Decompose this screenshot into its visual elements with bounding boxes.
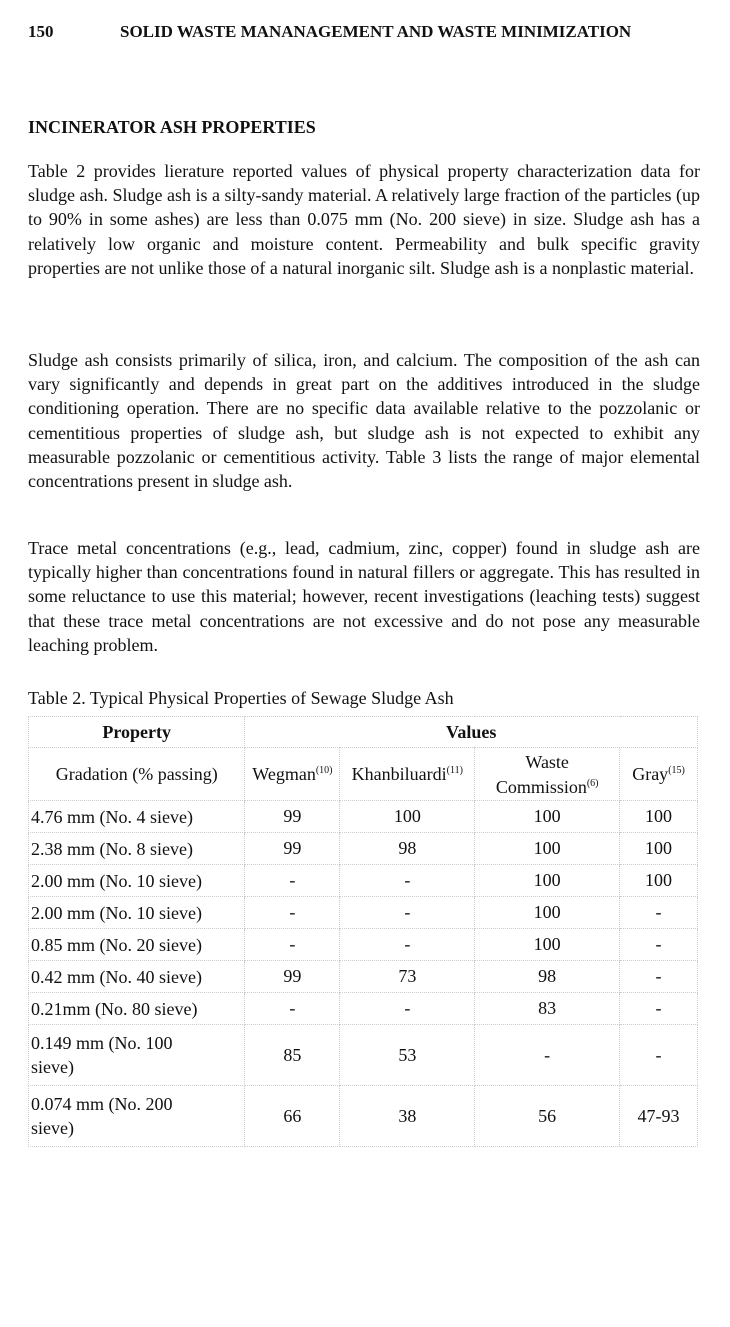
cell-value: 83 [475, 993, 620, 1025]
paragraph-1: Table 2 provides lierature reported values of physical property characterization data for sludge ash. Sludge ash is a silty-sandy material. A relatively large fraction of the particles (up to 90% in some ashes) are less than 0.075 mm (No. 200 sieve) in size. Sludge ash has a relatively low organic and moisture content. Permeability and bulk specific gravity properties are not unlike those of a natural inorganic silt. Sludge ash is a nonplastic material. [28, 161, 700, 278]
cell-value: 100 [620, 801, 698, 833]
cell-value: 73 [340, 961, 475, 993]
page-number: 150 [28, 22, 54, 41]
properties-table [28, 716, 698, 1147]
subheader-gradation: Gradation (% passing) [29, 748, 245, 801]
row-label: 2.00 mm (No. 10 sieve) [29, 897, 245, 929]
paragraph-3: Trace metal concentrations (e.g., lead, cadmium, zinc, copper) found in sludge ash are typically higher than concentrations found in natural fillers or aggregate. This has resulted in some reluctance to use this material; however, recent investigations (leaching tests) suggest that these trace metal concentrations are not excessive and do not pose any measurable leaching problem. [28, 538, 700, 655]
cell-value: - [620, 929, 698, 961]
cell-value: 100 [475, 897, 620, 929]
row-label: 2.00 mm (No. 10 sieve) [29, 865, 245, 897]
table-row [29, 833, 698, 865]
header-values: Values [245, 717, 698, 748]
row-label: 0.85 mm (No. 20 sieve) [29, 929, 245, 961]
cell-value: - [475, 1025, 620, 1086]
cell-value: 38 [340, 1086, 475, 1147]
cell-value: 56 [475, 1086, 620, 1147]
cell-value: 98 [475, 961, 620, 993]
cell-value: - [245, 897, 340, 929]
row-label: 0.42 mm (No. 40 sieve) [29, 961, 245, 993]
row-label: 0.21mm (No. 80 sieve) [29, 993, 245, 1025]
table-row [29, 897, 698, 929]
col-header: Khanbiluardi$^{(11)}$ [340, 748, 475, 801]
cell-value: 99 [245, 961, 340, 993]
table-row [29, 929, 698, 961]
cell-value: 99 [245, 801, 340, 833]
row-label: 2.38 mm (No. 8 sieve) [29, 833, 245, 865]
table-row [29, 1086, 698, 1147]
row-label: 4.76 mm (No. 4 sieve) [29, 801, 245, 833]
cell-value: 47-93 [620, 1086, 698, 1147]
cell-value: 100 [475, 833, 620, 865]
cell-value: - [620, 1025, 698, 1086]
cell-value: - [340, 993, 475, 1025]
cell-value: - [245, 929, 340, 961]
table-row [29, 865, 698, 897]
cell-value: - [245, 865, 340, 897]
cell-value: - [245, 993, 340, 1025]
table-row [29, 801, 698, 833]
col-header: Waste Commission$^{(6)}$ [475, 748, 620, 801]
paragraph-2: Sludge ash consists primarily of silica, iron, and calcium. The composition of the ash can vary significantly and depends in great part on the additives introduced in the sludge conditioning operation. There are no specific data available relative to the pozzolanic or cementitious properties of sludge ash, but sludge ash is not expected to exhibit any measurable pozzolanic or cementitious activity. Table 3 lists the range of major elemental concentrations present in sludge ash. [28, 350, 700, 492]
cell-value: 99 [245, 833, 340, 865]
cell-value: 100 [475, 865, 620, 897]
row-label: 0.149 mm (No. 100 sieve) [29, 1025, 245, 1086]
table-caption: Table 2. Typical Physical Properties of Sewage Sludge Ash [28, 688, 454, 708]
section-title: INCINERATOR ASH PROPERTIES [28, 117, 316, 137]
cell-value: - [340, 865, 475, 897]
cell-value: 66 [245, 1086, 340, 1147]
col-header: Wegman$^{(10)}$ [245, 748, 340, 801]
running-title: SOLID WASTE MANANAGEMENT AND WASTE MINIMIZATION [120, 22, 632, 41]
cell-value: 100 [475, 929, 620, 961]
cell-value: - [620, 993, 698, 1025]
header-property: Property [29, 717, 245, 748]
cell-value: 100 [620, 865, 698, 897]
cell-value: 53 [340, 1025, 475, 1086]
table-row [29, 993, 698, 1025]
cell-value: 100 [340, 801, 475, 833]
cell-value: 98 [340, 833, 475, 865]
cell-value: - [620, 961, 698, 993]
cell-value: 100 [620, 833, 698, 865]
cell-value: - [340, 897, 475, 929]
table-row [29, 1025, 698, 1086]
row-label: 0.074 mm (No. 200 sieve) [29, 1086, 245, 1147]
cell-value: - [340, 929, 475, 961]
cell-value: 100 [475, 801, 620, 833]
table-row [29, 961, 698, 993]
cell-value: - [620, 897, 698, 929]
cell-value: 85 [245, 1025, 340, 1086]
col-header: Gray$^{(15)}$ [620, 748, 698, 801]
